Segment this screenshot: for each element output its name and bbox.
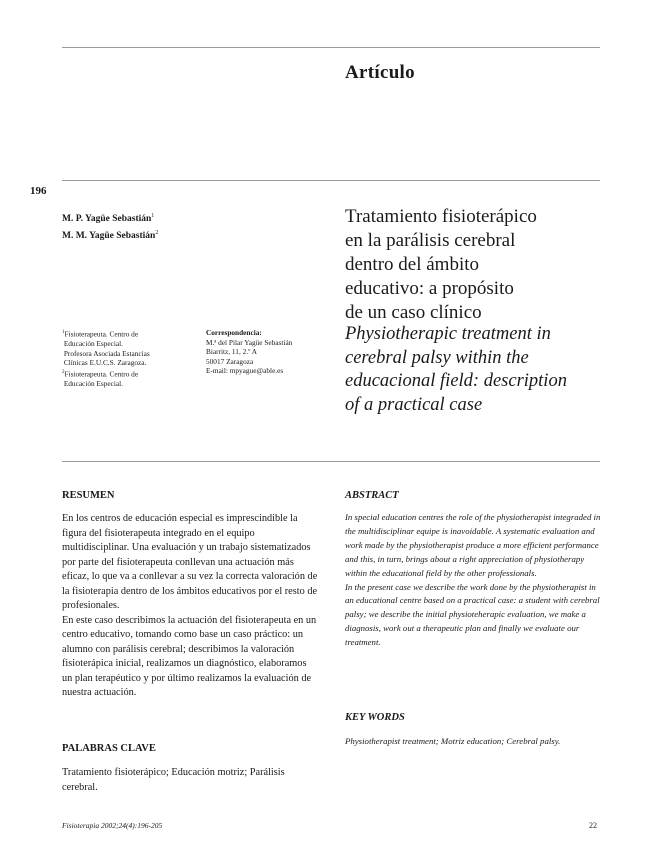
- author-name: M. M. Yagüe Sebastián$^2$: [62, 230, 159, 242]
- footer-page-number: 22: [589, 821, 597, 830]
- correspondence-email: E-mail: mpyague@able.es: [206, 366, 284, 376]
- header-rule: [62, 180, 600, 181]
- abstract-body: [345, 511, 605, 650]
- abstract-heading: ABSTRACT: [345, 490, 399, 501]
- keywords-heading-spanish: PALABRAS CLAVE: [62, 743, 156, 754]
- correspondence-heading: Correspondencia:: [206, 328, 262, 337]
- keywords-spanish: Tratamiento fisioterápico; Educación motriz; Parálisis cerebral.: [62, 767, 285, 793]
- resumen-heading: RESUMEN: [62, 490, 115, 501]
- author-affiliations: $^1$Fisioterapeuta. Centro de Educación Especial. Profesora Asociada Estancias Clínicas E.U.C.S. Zaragoza. $^2$Fisioterapeuta. Centro de Educación Especial.: [62, 329, 150, 388]
- correspondence-block: Correspondencia: M.ª del Pilar Yagüe Sebastián Biarritz, 11, 2.º A 50017 Zaragoza E-mail: mpyague@able.es: [206, 328, 341, 376]
- keywords-english: Physiotherapist treatment; Motriz education; Cerebral palsy.: [345, 736, 561, 746]
- top-rule: [62, 47, 600, 48]
- article-title-english: Physiotherapic treatment in cerebral palsy within the educacional field: description of a practical case: [345, 324, 567, 415]
- resumen-body: [62, 512, 318, 701]
- abstract-paragraph: In special education centres the role of the physiotherapist integraded in the multidisciplinar equipe is inavoidable. A systematic evaluation and work made by the physiotherapist produce a more efficient performance and this, in turn, brings about a right appreciation of physiotherapy within the educational field by the other professionals.: [345, 512, 601, 578]
- section-label: Artículo: [345, 62, 415, 83]
- page-number: 196: [30, 185, 47, 197]
- abstract-paragraph: In the present case we describe the work done by the physiotherapist in an educational centre based on a practical case: a student with cerebral palsy; we describe the initial physioteherapic evaluation, we make a diagnosis, work out a therapeutic plan and finally we evaluate our treatment.: [345, 581, 600, 648]
- article-title-spanish: Tratamiento fisioterápico en la parálisis cerebral dentro del ámbito educativo: a propósito de un caso clínico: [345, 206, 537, 323]
- author-name: M. P. Yagüe Sebastián$^1$: [62, 213, 155, 225]
- keywords-heading-english: KEY WORDS: [345, 712, 405, 723]
- mid-rule: [62, 461, 600, 462]
- resumen-paragraph: En los centros de educación especial es imprescindible la figura del fisioterapeuta integrado en el equipo multidisciplinar. Una evaluación y un trabajo sistematizados por parte del fisioterapeuta conllevan una actuación más eficaz, lo que va a conllevar a su vez la correcta valoración de la fisioterapia dentro de los ámbitos educativos por el resto de profesionales.: [62, 513, 318, 611]
- author-list: [62, 209, 158, 243]
- resumen-paragraph: En este caso describimos la actuación del fisioterapeuta en un centro educativo, tomando como base un caso práctico: un alumno con parálisis cerebral; describimos la valoración fisioterápica inicial, realizamos un diagnóstico, elaboramos un plan terapéutico y por último realizamos la evaluación de nuestra actuación.: [62, 614, 317, 698]
- journal-citation: Fisioterapia 2002;24(4):196-205: [62, 821, 163, 830]
